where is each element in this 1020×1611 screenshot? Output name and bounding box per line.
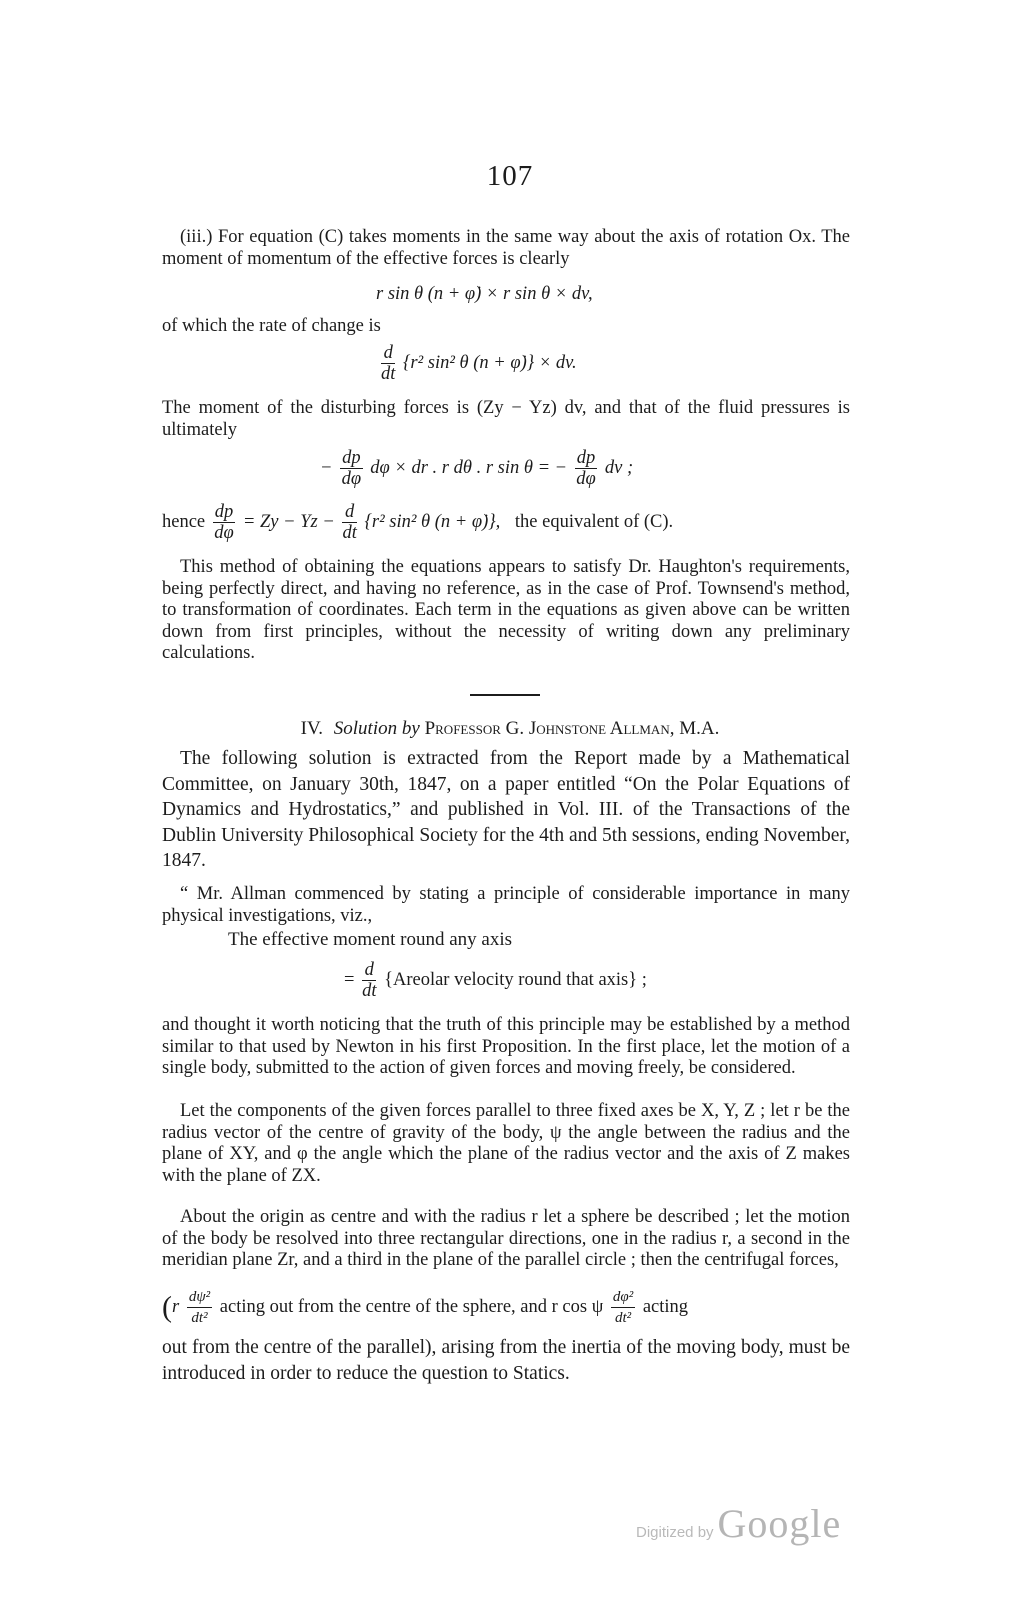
paragraph-components: Let the components of the given forces parallel to three fixed axes be X, Y, Z ; let r be the radius vector of the centre of gravity of the body, ψ the angle between the radius and the plane of XY, and φ the angle which the plane of the radius vector and the axis of Z makes with the plane of ZX. xyxy=(162,1101,850,1186)
rate-of-change-line: of which the rate of change is xyxy=(162,316,381,336)
paragraph-sphere: About the origin as centre and with the radius r let a sphere be described ; let the motion of the body be resolved into three rectangular directions, one in the radius r, a second in the meridian plane Zr, and a third in the plane of the parallel circle ; then the centrifugal forces, xyxy=(162,1207,850,1270)
page-number: 107 xyxy=(486,160,534,192)
section-divider xyxy=(470,694,540,696)
equation-hence: hence $\frac{dp}{d\varphi}$ = Zy − Yz − $\frac{d}{dt}$ {r² sin² θ (n + φ̇)}, the equivalent of (C). xyxy=(162,502,674,543)
google-logo: Google xyxy=(717,1501,842,1546)
equation-centrifugal: (r $\frac{\text{dψ²}}{\text{dt²}}$ acting out from the centre of the sphere, and r cos ψ $\frac{\text{dφ²}}{\text{dt²}}$ acting xyxy=(162,1289,689,1326)
fraction-d-dt: $\frac{d}{dt}$ xyxy=(342,502,357,543)
paragraph-report: The following solution is extracted from the Report made by a Mathematical Committee, on January 30th, 1847, on a paper entitled “On the Polar Equations of Dynamics and Hydrostatics,” and published in Vol. III. of the Transactions of the Dublin University Philosophical Society for the 4th and 5th sessions, ending November, 1847. xyxy=(162,748,850,871)
paragraph-iii xyxy=(162,227,850,270)
equation-areolar: = $\frac{d}{dt}$ {Areolar velocity round that axis} ; xyxy=(344,960,647,1001)
paragraph-statics: out from the centre of the parallel), arising from the inertia of the moving body, must be introduced in order to reduce the question to Statics. xyxy=(162,1337,850,1384)
fraction-d-dt: $\frac{d}{dt}$ xyxy=(381,343,396,384)
paragraph-disturbing-forces: The moment of the disturbing forces is (Zy − Yz) dv, and that of the fluid pressures is ultimately xyxy=(162,398,850,440)
fraction-dp-dphi: $\frac{dp}{d\varphi}$ xyxy=(576,448,596,489)
google-watermark: Digitized by Google xyxy=(636,1501,842,1546)
fraction-dpsi-dt: $\frac{\text{dψ²}}{\text{dt²}}$ xyxy=(188,1289,211,1326)
equation-moment-of-momentum: r sin θ (n + φ̇) × r sin θ × dv, xyxy=(376,284,593,304)
fraction-d-dt: $\frac{d}{dt}$ xyxy=(362,960,377,1001)
section-heading: IV. Solution by Professor G. Johnstone Allman, M.A. xyxy=(300,718,720,739)
fraction-dphi-dt: $\frac{\text{dφ²}}{\text{dt²}}$ xyxy=(612,1289,634,1326)
equation-fluid-pressure: − $\frac{dp}{d\varphi}$ dφ × dr . r dθ . r sin θ = − $\frac{dp}{d\varphi}$ dv ; xyxy=(320,448,634,489)
fraction-dp-dphi: $\frac{dp}{d\varphi}$ xyxy=(214,502,234,543)
paragraph-text: (iii.) For equation (C) takes moments in the same way about the axis of rotation Ox. The moment of momentum of the effective forces is clearly xyxy=(162,227,850,269)
paragraph-newton: and thought it worth noticing that the truth of this principle may be established by a method similar to that used by Newton in his first Proposition. In the first place, let the motion of a single body, submitted to the action of given forces and moving freely, be considered. xyxy=(162,1015,850,1078)
equation-rate: $\frac{d}{dt}$ {r² sin² θ (n + φ̇)} × dv. xyxy=(381,343,577,384)
paragraph-allman: “ Mr. Allman commenced by stating a principle of considerable importance in many physical investigations, viz., The effective moment round any axis xyxy=(162,884,850,950)
paragraph-method: This method of obtaining the equations appears to satisfy Dr. Haughton's requirements, being perfectly direct, and having no reference, as in the case of Prof. Townsend's method, to transformation of coordinates. Each term in the equations as given above can be written down from first principles, without the necessity of writing down any preliminary calculations. xyxy=(162,557,850,663)
fraction-dp-dphi: $\frac{dp}{d\varphi}$ xyxy=(341,448,362,489)
